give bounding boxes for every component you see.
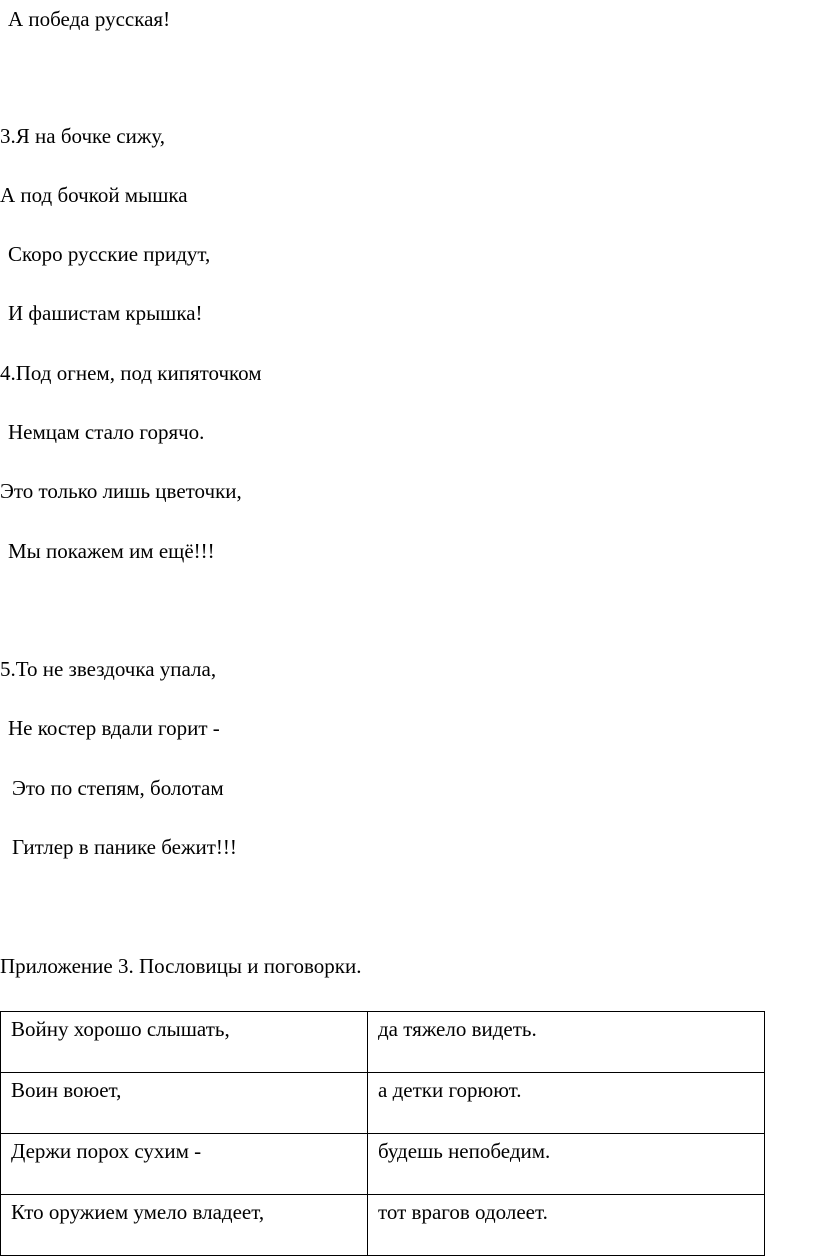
proverb-second-text: будешь непобедим. xyxy=(378,1139,551,1163)
proverb-second-cell xyxy=(368,1134,765,1195)
proverb-second-text: а детки горюют. xyxy=(378,1078,522,1102)
proverbs-table xyxy=(0,1011,765,1256)
table-row xyxy=(1,1073,765,1134)
poem-line: А под бочкой мышка xyxy=(0,183,188,207)
proverb-first-cell xyxy=(1,1134,368,1195)
poem-line: Это по степям, болотам xyxy=(12,776,224,800)
proverb-first-cell xyxy=(1,1073,368,1134)
proverb-first-cell xyxy=(1,1012,368,1073)
poem-line: А победа русская! xyxy=(8,7,171,31)
poem-line: 3.Я на бочке сижу, xyxy=(0,124,165,148)
poem-line: 4.Под огнем, под кипяточком xyxy=(0,361,262,385)
table-row xyxy=(1,1012,765,1073)
proverb-first-text: Держи порох сухим - xyxy=(11,1139,202,1163)
poem-line: Гитлер в панике бежит!!! xyxy=(12,835,237,859)
proverb-second-cell xyxy=(368,1073,765,1134)
table-row xyxy=(1,1195,765,1256)
poem-line: Скоро русские придут, xyxy=(8,242,211,266)
poem-line: Немцам стало горячо. xyxy=(8,420,205,444)
proverb-second-text: тот врагов одолеет. xyxy=(378,1200,548,1224)
poem-line: Это только лишь цветочки, xyxy=(0,479,242,503)
proverb-first-text: Войну хорошо слышать, xyxy=(11,1017,230,1041)
proverb-second-cell xyxy=(368,1195,765,1256)
appendix-title: Приложение 3. Пословицы и поговорки. xyxy=(0,954,362,978)
proverb-second-cell xyxy=(368,1012,765,1073)
proverb-first-cell xyxy=(1,1195,368,1256)
proverb-second-text: да тяжело видеть. xyxy=(378,1017,537,1041)
poem-line: Мы покажем им ещё!!! xyxy=(8,539,215,563)
proverb-first-text: Воин воюет, xyxy=(11,1078,122,1102)
table-row xyxy=(1,1134,765,1195)
poem-line: И фашистам крышка! xyxy=(8,301,203,325)
proverb-first-text: Кто оружием умело владеет, xyxy=(11,1200,265,1224)
poem-line: Не костер вдали горит - xyxy=(8,716,220,740)
poem-line: 5.То не звездочка упала, xyxy=(0,657,217,681)
